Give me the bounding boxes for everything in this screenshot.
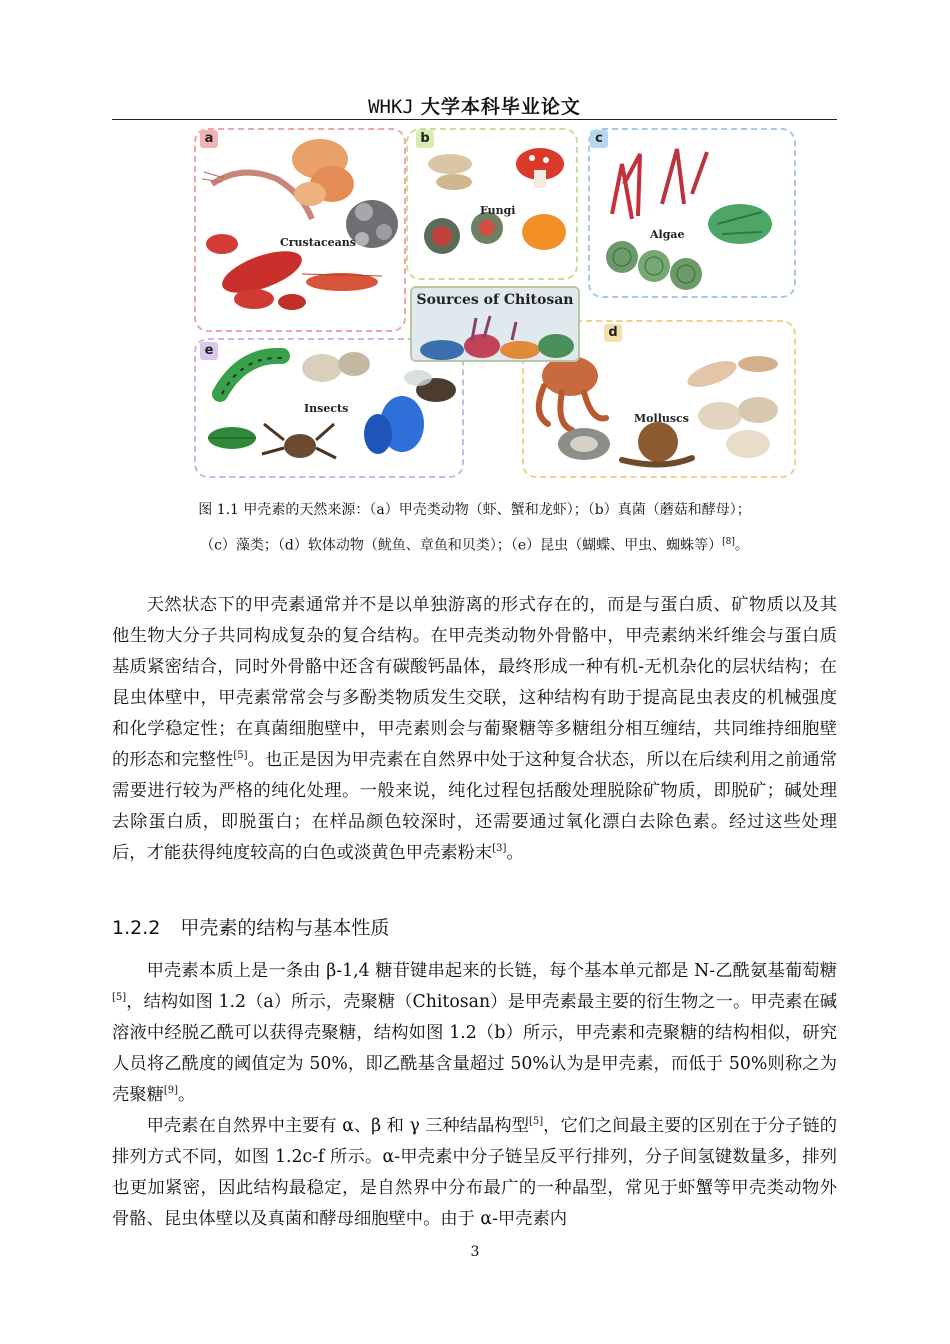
panel-a [194,128,406,332]
citation: [5] [528,1116,544,1128]
panel-b-tag: b [416,130,434,148]
panel-e-tag: e [200,342,218,360]
panel-a-label: Crustaceans [280,236,356,249]
citation: [5] [233,750,248,762]
header-latin: WHKJ [368,96,414,118]
panel-d-label: Molluscs [634,412,689,425]
section-heading [112,913,389,940]
citation: [3] [492,843,507,855]
paragraph-2 [112,956,837,1235]
panel-c [588,128,796,298]
page-header [112,92,837,119]
para1-text-1: 天然状态下的甲壳素通常并不是以单独游离的形式存在的，而是与蛋白质、矿物质以及其他生物大分子共同构成复杂的复合结构。在甲壳类动物外骨骼中，甲壳素纳米纤维会与蛋白质基质紧密结合，同时外骨骼中还含有碳酸钙晶体，最终形成一种有机-无机杂化的层状结构；在昆虫体壁中，甲壳素常常会与多酚类物质发生交联，这种结构有助于提高昆虫表皮的机械强度和化学稳定性；在真菌细胞壁中，甲壳素则会与葡聚糖等多糖组分相互缠结，共同维持细胞壁的形态和完整性 [112,595,837,770]
citation: [9] [163,1085,179,1097]
para2-text-3: 。 [178,1085,196,1105]
caption-line-1: 图 1.1 甲壳素的天然来源：（a）甲壳类动物（虾、蟹和龙虾）；（b）真菌（蘑菇和酵母）； [198,502,751,518]
para2-text-2: ，结构如图 1.2（a）所示，壳聚糖（Chitosan）是甲壳素最主要的衍生物之一。甲壳素在碱溶液中经脱乙酰可以获得壳聚糖，结构如图 1.2（b）所示，甲壳素和壳聚糖的结构相似，研究人员将乙酰度的阈值定为 50%，即乙酰基含量超过 50%认为是甲壳素，而低于 50%则称之为壳聚糖 [112,992,837,1105]
coral-reef-illustration [412,288,578,360]
panel-c-tag: c [590,130,608,148]
panel-a-tag: a [200,130,218,148]
figure-caption [112,500,837,520]
section-title: 甲壳素的结构与基本性质 [180,917,390,939]
caption-ref: [8] [722,537,735,547]
panel-b-label: Fungi [480,204,516,217]
sources-of-chitosan-box [410,286,580,362]
page-number: 3 [470,1244,480,1260]
caption-end: 。 [734,537,749,554]
para3-text-1: 甲壳素在自然界中主要有 α、β 和 γ 三种结晶构型 [146,1116,529,1136]
header-title: 大学本科毕业论文 [420,96,581,118]
panel-d-tag: d [604,324,622,342]
paragraph-1 [112,590,837,869]
figure-caption-line-2 [112,532,837,556]
panel-e-label: Insects [304,402,349,415]
para3-text-2: ，它们之间最主要的区别在于分子链的排列方式不同，如图 1.2c-f 所示。α-甲壳素中分子链呈反平行排列，分子间氢键数量多，排列也更加紧密，因此结构最稳定，是自然界中分布最广的一种晶型，常见于虾蟹等甲壳类动物外骨骼、昆虫体壁以及真菌和酵母细胞壁中。由于 α-甲壳素内 [112,1116,837,1229]
para1-text-2: 。也正是因为甲壳素在自然界中处于这种复合状态，所以在后续利用之前通常需要进行较为严格的纯化处理。一般来说，纯化过程包括酸处理脱除矿物质，即脱矿；碱处理去除蛋白质，即脱蛋白；在样品颜色较深时，还需要通过氧化漂白去除色素。经过这些处理后，才能获得纯度较高的白色或淡黄色甲壳素粉末 [112,750,837,863]
panel-c-label: Algae [650,228,685,241]
figure-chitin-sources [192,124,798,482]
figure-center-title: Sources of Chitosan [416,292,574,308]
citation: [5] [112,992,127,1004]
para1-text-3: 。 [506,843,524,863]
header-rule [112,119,837,120]
para2-text-1: 甲壳素本质上是一条由 β-1,4 糖苷键串起来的长链，每个基本单元都是 N-乙酰氨基葡萄糖 [146,961,837,981]
caption-line-2: （c）藻类；（d）软体动物（鱿鱼、章鱼和贝类）；（e）昆虫（蝴蝶、甲虫、蜘蛛等） [200,537,723,554]
paragraph-3 [112,1111,837,1235]
section-number: 1.2.2 [112,917,161,939]
